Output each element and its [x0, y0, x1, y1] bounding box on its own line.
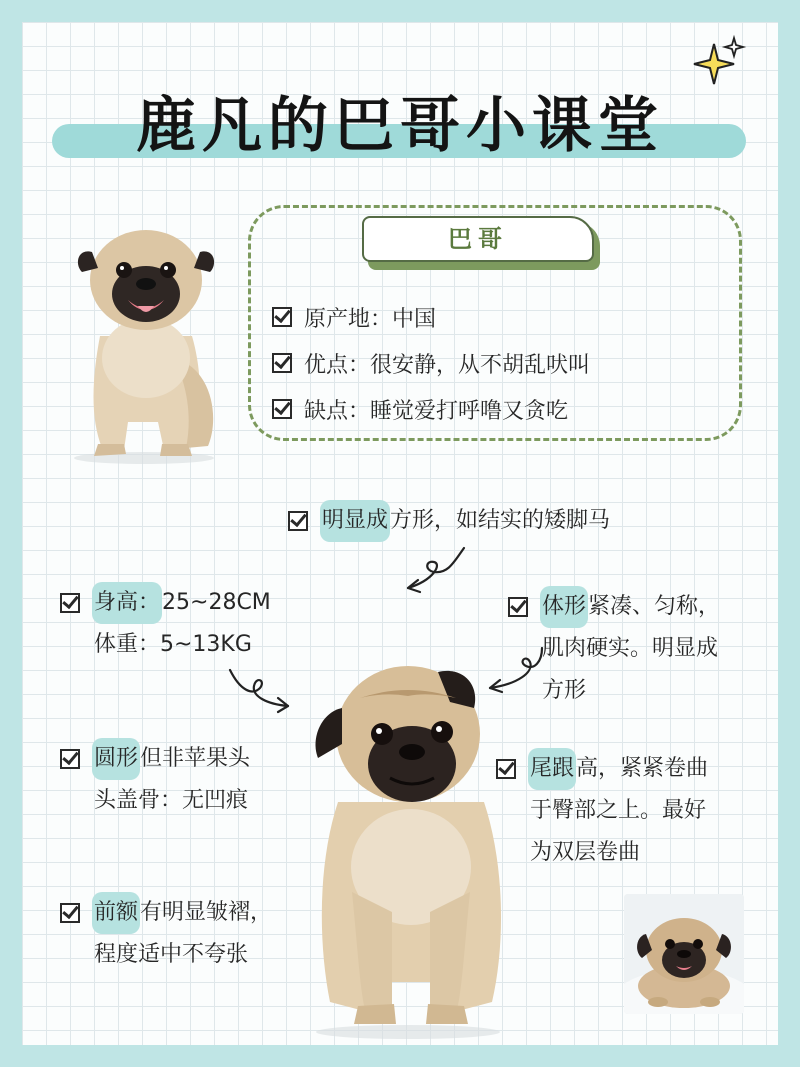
- checkbox-icon: [60, 903, 80, 923]
- feature-body: 体形 紧凑、匀称， 肌肉硬实。明显成 方形: [508, 586, 720, 712]
- breed-info-list: [272, 294, 590, 432]
- checkbox-icon: [60, 749, 80, 769]
- sparkle-icon: [690, 34, 750, 94]
- checkbox-icon: [272, 399, 292, 419]
- pug-sitting-image: [308, 652, 514, 1040]
- feature-shape: 明显成 方形，如结实的矮脚马: [288, 500, 610, 542]
- checkbox-icon: [288, 511, 308, 531]
- feature-height-weight: 身高： 25~28CM 体重：5~13KG: [60, 582, 271, 666]
- curly-arrow-icon: [226, 664, 298, 716]
- pug-photo-thumbnail: [624, 894, 744, 1014]
- feature-tail: 尾跟 高，紧紧卷曲 于臀部之上。最好 为双层卷曲: [496, 748, 708, 874]
- breed-name-badge: 巴哥: [362, 216, 594, 262]
- info-pros: 优点：很安静，从不胡乱吠叫: [272, 340, 590, 386]
- checkbox-icon: [272, 307, 292, 327]
- page-title: 鹿凡的巴哥小课堂: [136, 91, 664, 161]
- feature-head: 圆形 但非苹果头 头盖骨：无凹痕: [60, 738, 250, 822]
- info-origin: 原产地：中国: [272, 294, 590, 340]
- feature-forehead: 前额 有明显皱褶， 程度适中不夸张: [60, 892, 272, 976]
- checkbox-icon: [508, 597, 528, 617]
- pug-standing-image: [62, 208, 232, 466]
- checkbox-icon: [272, 353, 292, 373]
- pug-lying-image: [624, 894, 744, 1014]
- poster-card: [22, 22, 778, 1045]
- curly-arrow-icon: [394, 544, 484, 596]
- checkbox-icon: [60, 593, 80, 613]
- info-cons: 缺点：睡觉爱打呼噜又贪吃: [272, 386, 590, 432]
